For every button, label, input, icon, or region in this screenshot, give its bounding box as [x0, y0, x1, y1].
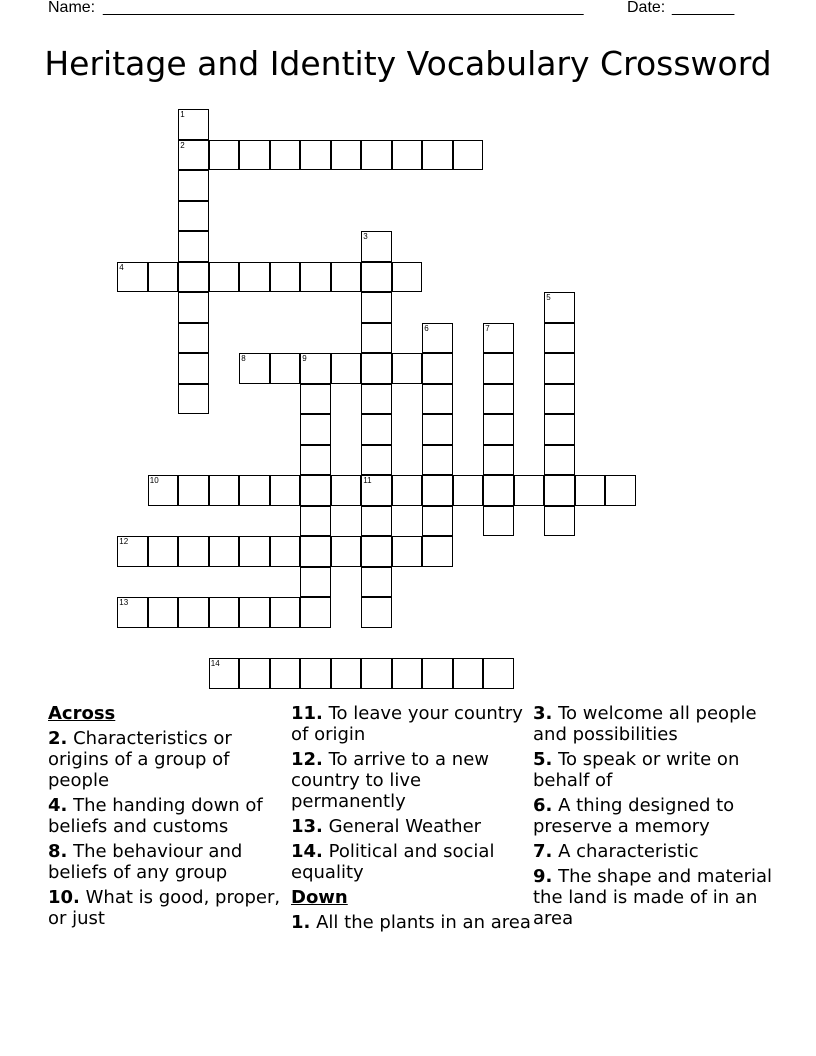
crossword-cell[interactable]	[209, 140, 240, 171]
crossword-cell[interactable]	[270, 536, 301, 567]
clue-down-5	[533, 749, 783, 791]
clue-number: 11.	[291, 703, 323, 724]
crossword-cell[interactable]	[392, 658, 423, 689]
crossword-cell[interactable]	[422, 445, 453, 476]
clue-down-6	[533, 795, 783, 837]
clue-text: Characteristics or origins of a group of people	[48, 728, 232, 791]
crossword-cell[interactable]	[544, 384, 575, 415]
clue-text: General Weather	[322, 816, 482, 837]
clue-number: 12.	[291, 749, 323, 770]
cell-number: 2	[180, 140, 185, 150]
crossword-cell[interactable]	[148, 475, 179, 506]
crossword-cell[interactable]	[178, 109, 209, 140]
crossword-cell[interactable]	[392, 140, 423, 171]
crossword-cell[interactable]	[148, 262, 179, 293]
crossword-cell[interactable]	[361, 384, 392, 415]
crossword-cell[interactable]	[392, 475, 423, 506]
crossword-cell[interactable]	[544, 506, 575, 537]
crossword-cell[interactable]	[331, 475, 362, 506]
crossword-cell[interactable]	[178, 475, 209, 506]
clue-text: The behaviour and beliefs of any group	[48, 841, 243, 883]
crossword-cell[interactable]	[209, 262, 240, 293]
crossword-cell[interactable]	[361, 658, 392, 689]
clues-column-1	[48, 703, 288, 933]
crossword-cell[interactable]	[422, 384, 453, 415]
clue-across-4	[48, 795, 288, 837]
crossword-cell[interactable]	[544, 475, 575, 506]
crossword-cell[interactable]	[300, 445, 331, 476]
crossword-cell[interactable]	[300, 140, 331, 171]
clue-text: To arrive to a new country to live permanently	[291, 749, 489, 812]
down-heading: Down	[291, 887, 348, 908]
crossword-cell[interactable]	[331, 658, 362, 689]
crossword-cell[interactable]	[331, 140, 362, 171]
crossword-cell[interactable]	[605, 475, 636, 506]
crossword-cell[interactable]	[178, 140, 209, 171]
crossword-cell[interactable]	[239, 140, 270, 171]
clues-column-3	[533, 703, 783, 933]
crossword-cell[interactable]	[361, 231, 392, 262]
clue-across-13	[291, 816, 531, 837]
crossword-cell[interactable]	[575, 475, 606, 506]
crossword-cell[interactable]	[544, 292, 575, 323]
crossword-cell[interactable]	[178, 170, 209, 201]
cell-number: 9	[302, 354, 307, 364]
page-title: Heritage and Identity Vocabulary Crossword	[44, 44, 772, 83]
crossword-cell[interactable]	[300, 475, 331, 506]
crossword-cell[interactable]	[422, 323, 453, 354]
crossword-cell[interactable]	[300, 567, 331, 598]
clue-number: 4.	[48, 795, 68, 816]
clue-text: All the plants in an area	[310, 912, 531, 933]
crossword-cell[interactable]	[209, 536, 240, 567]
crossword-cell[interactable]	[178, 536, 209, 567]
crossword-cell[interactable]	[361, 506, 392, 537]
crossword-cell[interactable]	[453, 140, 484, 171]
crossword-cell[interactable]	[422, 414, 453, 445]
clue-text: What is good, proper, or just	[48, 887, 281, 929]
across-heading: Across	[48, 703, 116, 724]
crossword-cell[interactable]	[178, 384, 209, 415]
clue-across-14	[291, 841, 531, 883]
crossword-cell[interactable]	[483, 475, 514, 506]
cell-number: 7	[485, 323, 490, 333]
crossword-cell[interactable]	[483, 323, 514, 354]
date-label: Date:	[627, 0, 666, 16]
cell-number: 13	[119, 598, 129, 608]
clue-number: 8.	[48, 841, 68, 862]
crossword-cell[interactable]	[270, 353, 301, 384]
cell-number: 4	[119, 262, 124, 272]
crossword-cell[interactable]	[361, 567, 392, 598]
crossword-cell[interactable]	[270, 475, 301, 506]
crossword-cell[interactable]	[270, 140, 301, 171]
crossword-cell[interactable]	[514, 475, 545, 506]
date-field[interactable]: _______	[672, 0, 735, 16]
crossword-cell[interactable]	[270, 262, 301, 293]
crossword-cell[interactable]	[392, 262, 423, 293]
cell-number: 8	[241, 354, 246, 364]
clue-number: 2.	[48, 728, 68, 749]
clue-text: The shape and material the land is made of in an area	[533, 866, 773, 929]
crossword-cell[interactable]	[117, 597, 148, 628]
crossword-cell[interactable]	[453, 658, 484, 689]
cell-number: 10	[149, 476, 159, 486]
clue-down-9	[533, 866, 783, 929]
clue-text: A characteristic	[552, 841, 699, 862]
clue-text: To speak or write on behalf of	[533, 749, 740, 791]
crossword-cell[interactable]	[239, 597, 270, 628]
crossword-cell[interactable]	[361, 292, 392, 323]
crossword-cell[interactable]	[239, 658, 270, 689]
crossword-cell[interactable]	[361, 536, 392, 567]
crossword-cell[interactable]	[422, 536, 453, 567]
crossword-cell[interactable]	[300, 597, 331, 628]
clue-across-11	[291, 703, 531, 745]
clue-number: 1.	[291, 912, 311, 933]
crossword-cell[interactable]	[422, 475, 453, 506]
crossword-cell[interactable]	[544, 323, 575, 354]
clue-number: 6.	[533, 795, 553, 816]
crossword-cell[interactable]	[361, 262, 392, 293]
clue-number: 3.	[533, 703, 553, 724]
clue-number: 10.	[48, 887, 80, 908]
crossword-cell[interactable]	[361, 445, 392, 476]
crossword-cell[interactable]	[239, 262, 270, 293]
clue-across-8	[48, 841, 288, 883]
crossword-cell[interactable]	[483, 384, 514, 415]
crossword-cell[interactable]	[178, 231, 209, 262]
crossword-cell[interactable]	[300, 658, 331, 689]
crossword-cell[interactable]	[300, 506, 331, 537]
clue-number: 14.	[291, 841, 323, 862]
crossword-cell[interactable]	[239, 353, 270, 384]
crossword-cell[interactable]	[270, 597, 301, 628]
crossword-cell[interactable]	[117, 262, 148, 293]
crossword-cell[interactable]	[361, 475, 392, 506]
crossword-cell[interactable]	[300, 414, 331, 445]
clue-number: 9.	[533, 866, 553, 887]
clue-number: 5.	[533, 749, 553, 770]
crossword-cell[interactable]	[483, 506, 514, 537]
crossword-cell[interactable]	[483, 658, 514, 689]
crossword-cell[interactable]	[178, 262, 209, 293]
crossword-cell[interactable]	[209, 658, 240, 689]
cell-number: 12	[119, 537, 129, 547]
crossword-cell[interactable]	[300, 384, 331, 415]
clue-across-2	[48, 728, 288, 791]
crossword-cell[interactable]	[361, 597, 392, 628]
crossword-cell[interactable]	[422, 658, 453, 689]
crossword-cell[interactable]	[422, 140, 453, 171]
crossword-cell[interactable]	[392, 353, 423, 384]
crossword-cell[interactable]	[331, 536, 362, 567]
crossword-cell[interactable]	[361, 353, 392, 384]
clue-across-10	[48, 887, 288, 929]
clue-text: Political and social equality	[291, 841, 495, 883]
crossword-cell[interactable]	[300, 262, 331, 293]
cell-number: 11	[363, 476, 372, 486]
crossword-cell[interactable]	[239, 536, 270, 567]
crossword-cell[interactable]	[239, 475, 270, 506]
clue-number: 7.	[533, 841, 553, 862]
clue-text: A thing designed to preserve a memory	[533, 795, 735, 837]
name-field[interactable]: ______________________________________________________	[103, 0, 584, 16]
clue-text: To leave your country of origin	[291, 703, 523, 745]
crossword-cell[interactable]	[178, 201, 209, 232]
crossword-cell[interactable]	[422, 506, 453, 537]
crossword-cell[interactable]	[148, 536, 179, 567]
cell-number: 1	[180, 110, 185, 120]
crossword-cell[interactable]	[361, 323, 392, 354]
crossword-cell[interactable]	[483, 414, 514, 445]
crossword-cell[interactable]	[544, 414, 575, 445]
crossword-cell[interactable]	[300, 353, 331, 384]
crossword-cell[interactable]	[117, 536, 148, 567]
cell-number: 6	[424, 323, 429, 333]
crossword-cell[interactable]	[331, 262, 362, 293]
crossword-cell[interactable]	[361, 414, 392, 445]
clue-down-1	[291, 912, 531, 933]
name-label: Name:	[48, 0, 96, 16]
crossword-cell[interactable]	[544, 445, 575, 476]
crossword-cell[interactable]	[331, 353, 362, 384]
cell-number: 3	[363, 232, 368, 242]
clue-text: The handing down of beliefs and customs	[48, 795, 263, 837]
crossword-cell[interactable]	[300, 536, 331, 567]
crossword-cell[interactable]	[178, 597, 209, 628]
crossword-cell[interactable]	[178, 353, 209, 384]
crossword-cell[interactable]	[270, 658, 301, 689]
cell-number: 5	[546, 293, 551, 303]
crossword-cell[interactable]	[483, 445, 514, 476]
clue-number: 13.	[291, 816, 323, 837]
crossword-cell[interactable]	[178, 323, 209, 354]
crossword-cell[interactable]	[209, 597, 240, 628]
crossword-cell[interactable]	[392, 536, 423, 567]
clue-down-3	[533, 703, 783, 745]
crossword-cell[interactable]	[422, 353, 453, 384]
crossword-cell[interactable]	[209, 475, 240, 506]
cell-number: 14	[210, 659, 220, 669]
crossword-cell[interactable]	[544, 353, 575, 384]
clue-text: To welcome all people and possibilities	[533, 703, 757, 745]
clue-across-12	[291, 749, 531, 812]
clue-down-7	[533, 841, 783, 862]
clues-column-2	[291, 703, 531, 937]
crossword-cell[interactable]	[178, 292, 209, 323]
crossword-cell[interactable]	[453, 475, 484, 506]
crossword-cell[interactable]	[148, 597, 179, 628]
crossword-cell[interactable]	[361, 140, 392, 171]
crossword-cell[interactable]	[483, 353, 514, 384]
